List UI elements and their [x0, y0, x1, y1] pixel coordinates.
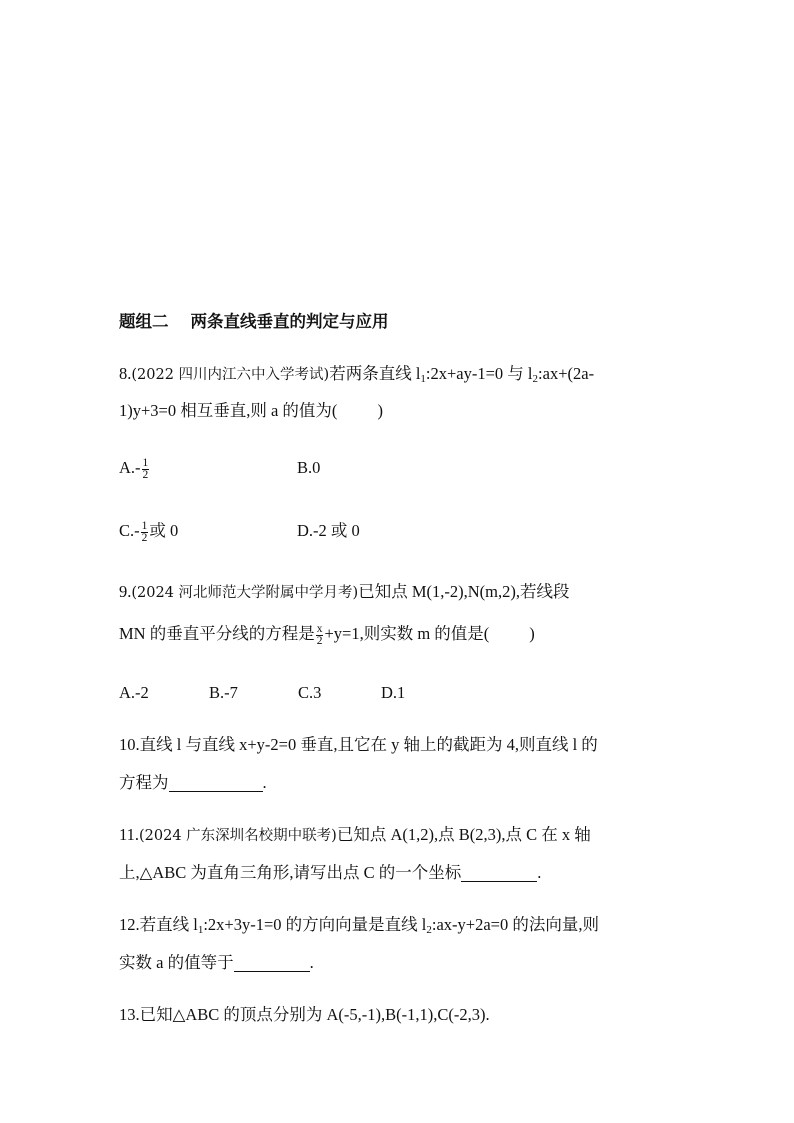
question-text: 已知点 A(1,2),点 B(2,3),点 C 在 x 轴 — [336, 825, 591, 844]
question-9-line-2 — [119, 623, 535, 647]
fraction — [142, 458, 150, 481]
question-text: :2x+3y-1=0 的方向向量是直线 l — [203, 915, 427, 934]
question-text: :ax+(2a- — [538, 364, 595, 383]
section-label: 题组二 — [119, 312, 169, 331]
question-text: 若两条直线 l — [329, 364, 421, 383]
q8-option-b: B.0 — [297, 458, 321, 477]
question-11-line-1 — [119, 824, 591, 847]
section-heading — [119, 311, 389, 333]
question-number: 11. — [119, 825, 140, 844]
question-text: +y=1,则实数 m 的值是( — [324, 624, 490, 643]
question-number: 9. — [119, 582, 132, 601]
question-text: 实数 a 的值等于 — [119, 953, 234, 972]
question-text: 上,△ABC 为直角三角形,请写出点 C 的一个坐标 — [119, 863, 462, 882]
question-12-line-1 — [119, 914, 599, 941]
question-text: . — [309, 953, 314, 972]
option-label: C.- — [119, 521, 140, 540]
question-text: :2x+ay-1=0 与 l — [425, 364, 533, 383]
question-text: ) — [377, 401, 383, 420]
question-9-line-1 — [119, 581, 569, 604]
q9-option-c: C.3 — [298, 683, 322, 702]
question-8-line-2 — [119, 400, 383, 422]
question-text: 1)y+3=0 相互垂直,则 a 的值为( — [119, 401, 338, 420]
q8-option-a — [119, 457, 150, 481]
subscript: 2 — [426, 924, 432, 936]
answer-blank[interactable] — [169, 773, 263, 792]
section-title: 两条直线垂直的判定与应用 — [190, 312, 389, 331]
question-13-line-1: 13.已知△ABC 的顶点分别为 A(-5,-1),B(-1,1),C(-2,3). — [119, 1005, 490, 1024]
question-text: . — [262, 773, 267, 792]
answer-blank[interactable] — [461, 863, 537, 882]
fraction-numerator: x — [316, 622, 323, 635]
fraction-numerator: 1 — [141, 519, 148, 532]
option-label: A.- — [119, 458, 141, 477]
fraction-numerator: 1 — [142, 456, 149, 469]
subscript: 1 — [197, 924, 204, 936]
question-source: (2022 四川内江六中入学考试) — [131, 367, 330, 383]
question-11-line-2 — [119, 862, 541, 884]
subscript: 2 — [532, 373, 539, 385]
question-text: MN 的垂直平分线的方程是 — [119, 624, 315, 643]
fraction — [316, 624, 324, 647]
question-source: (2024 广东深圳名校期中联考) — [139, 828, 337, 844]
fraction — [141, 521, 149, 544]
fraction-denominator: 2 — [142, 468, 149, 481]
question-12-line-2 — [119, 952, 314, 974]
question-text: . — [537, 863, 542, 882]
option-text: 或 0 — [149, 521, 179, 540]
subscript: 1 — [420, 373, 426, 385]
question-10-line-1: 10.直线 l 与直线 x+y-2=0 垂直,且它在 y 轴上的截距为 4,则直线 l 的 — [119, 735, 598, 754]
question-text: 方程为 — [119, 773, 169, 792]
q9-option-b: B.-7 — [209, 683, 238, 702]
question-text: ) — [529, 624, 535, 643]
fraction-denominator: 2 — [316, 634, 323, 647]
question-text: 12.若直线 l — [119, 915, 198, 934]
question-text: 已知点 M(1,-2),N(m,2),若线段 — [358, 582, 570, 601]
q8-option-c — [119, 520, 178, 544]
question-source: (2024 河北师范大学附属中学月考) — [131, 585, 359, 601]
question-10-line-2 — [119, 772, 267, 794]
question-8-line-1 — [119, 363, 594, 390]
q8-option-d: D.-2 或 0 — [297, 521, 360, 540]
q9-option-d: D.1 — [381, 683, 406, 702]
q9-option-a: A.-2 — [119, 683, 149, 702]
fraction-denominator: 2 — [141, 531, 148, 544]
question-text: :ax-y+2a=0 的法向量,则 — [431, 915, 599, 934]
answer-blank[interactable] — [234, 953, 310, 972]
question-number: 8. — [119, 364, 132, 383]
